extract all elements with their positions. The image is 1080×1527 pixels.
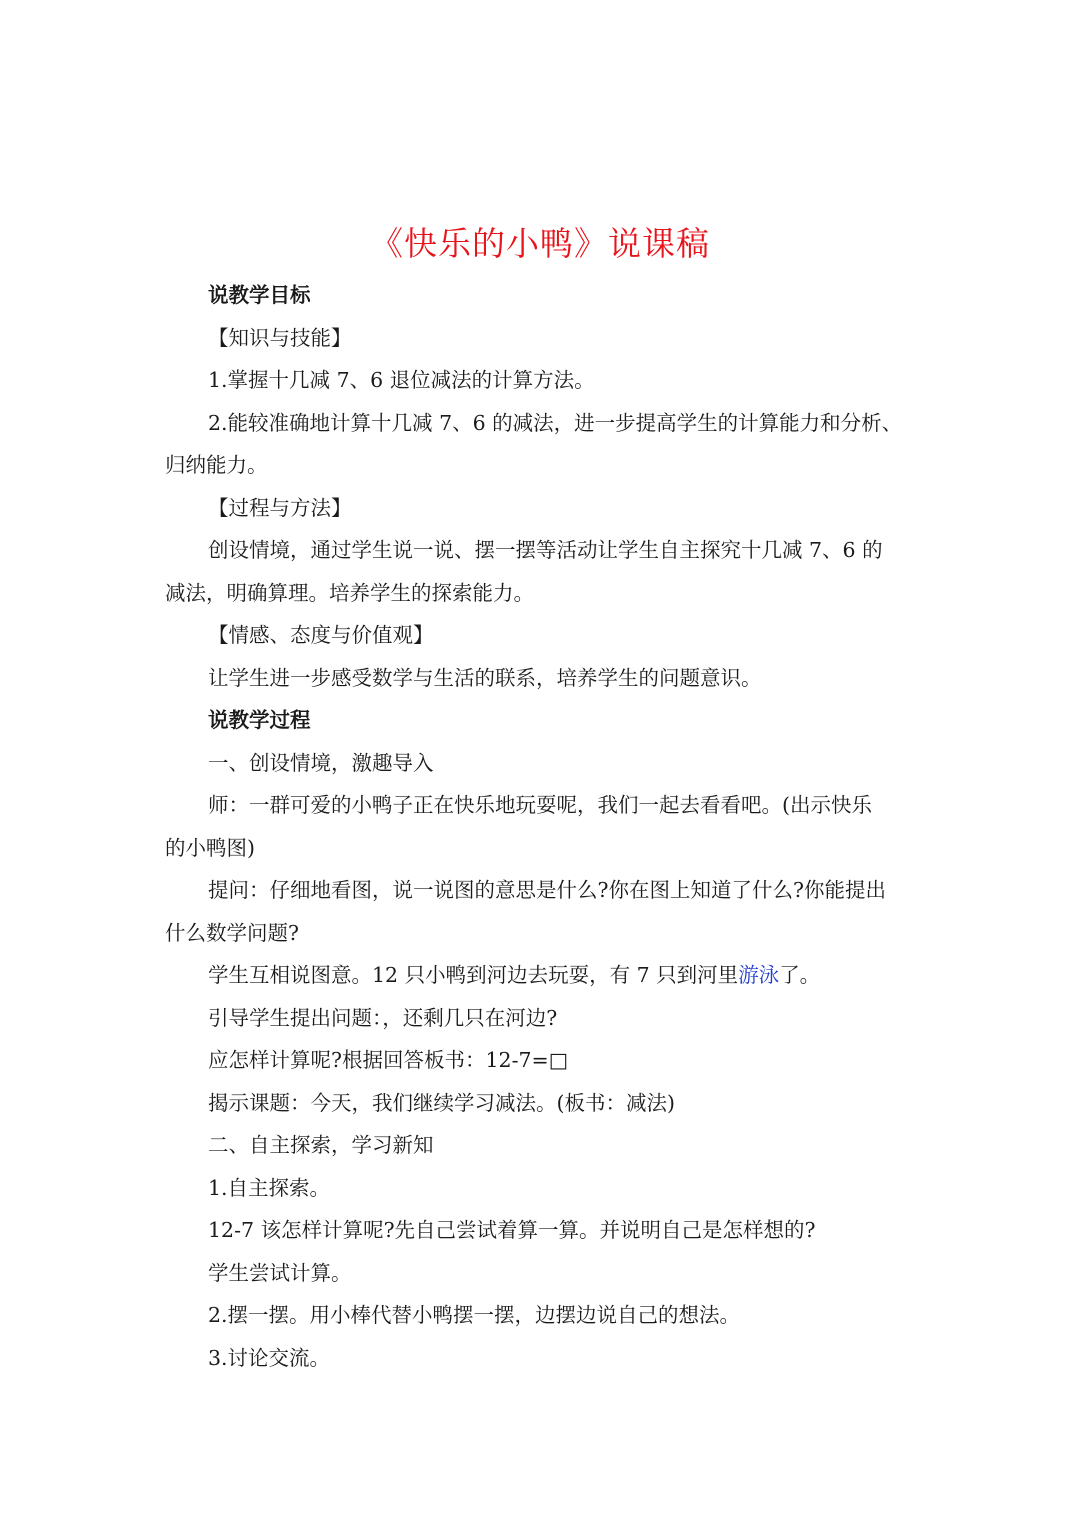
- emotion-paragraph: 让学生进一步感受数学与生活的联系，培养学生的问题意识。: [208, 665, 762, 690]
- step-2: 2.摆一摆。用小棒代替小鸭摆一摆，边摆边说自己的想法。: [208, 1303, 741, 1327]
- section-heading-teaching-goals: 说教学目标: [208, 283, 311, 307]
- process-paragraph-line-1: 创设情境，通过学生说一说、摆一摆等活动让学生自主探究十几减 7、6 的: [208, 538, 883, 562]
- part-2-heading: 二、自主探索，学习新知: [208, 1133, 434, 1157]
- knowledge-item-2-line-2: 归纳能力。: [165, 453, 268, 477]
- step-3: 3.讨论交流。: [208, 1345, 331, 1370]
- students-text-before: 学生互相说图意。12 只小鸭到河边去玩耍，有 7 只到河里: [208, 963, 739, 987]
- calculation-paragraph: 应怎样计算呢?根据回答板书：12-7=□: [208, 1048, 569, 1072]
- step-1-attempt: 学生尝试计算。: [208, 1260, 352, 1285]
- process-paragraph-line-2: 减法，明确算理。培养学生的探索能力。: [165, 580, 534, 605]
- document-title: 《快乐的小鸭》说课稿: [370, 224, 710, 263]
- subheading-process-method: 【过程与方法】: [208, 495, 352, 520]
- swimming-link[interactable]: 游泳: [738, 963, 780, 987]
- guide-paragraph: 引导学生提出问题：，还剩几只在河边?: [208, 1005, 558, 1030]
- question-paragraph-line-2: 什么数学问题?: [165, 920, 299, 945]
- students-text-after: 了。: [779, 963, 821, 987]
- knowledge-item-1: 1.掌握十几减 7、6 退位减法的计算方法。: [208, 368, 595, 392]
- section-heading-teaching-process: 说教学过程: [208, 708, 311, 732]
- students-paragraph: [165, 954, 925, 997]
- part-1-heading: 一、创设情境，激趣导入: [208, 750, 434, 775]
- teacher-paragraph-line-2: 的小鸭图): [165, 835, 255, 860]
- subheading-knowledge-skills: 【知识与技能】: [208, 325, 352, 350]
- teacher-paragraph-line-1: 师：一群可爱的小鸭子正在快乐地玩耍呢，我们一起去看看吧。(出示快乐: [208, 793, 872, 817]
- reveal-topic-paragraph: 揭示课题：今天，我们继续学习减法。(板书：减法): [208, 1090, 675, 1115]
- step-1: 1.自主探索。: [208, 1175, 331, 1200]
- document-body: [165, 274, 925, 1379]
- knowledge-item-2-line-1: 2.能较准确地计算十几减 7、6 的减法，进一步提高学生的计算能力和分析、: [208, 410, 903, 435]
- step-1-question: 12-7 该怎样计算呢?先自己尝试着算一算。并说明自己是怎样想的?: [208, 1218, 816, 1242]
- subheading-emotion-values: 【情感、态度与价值观】: [208, 623, 434, 647]
- question-paragraph-line-1: 提问：仔细地看图，说一说图的意思是什么?你在图上知道了什么?你能提出: [208, 878, 886, 902]
